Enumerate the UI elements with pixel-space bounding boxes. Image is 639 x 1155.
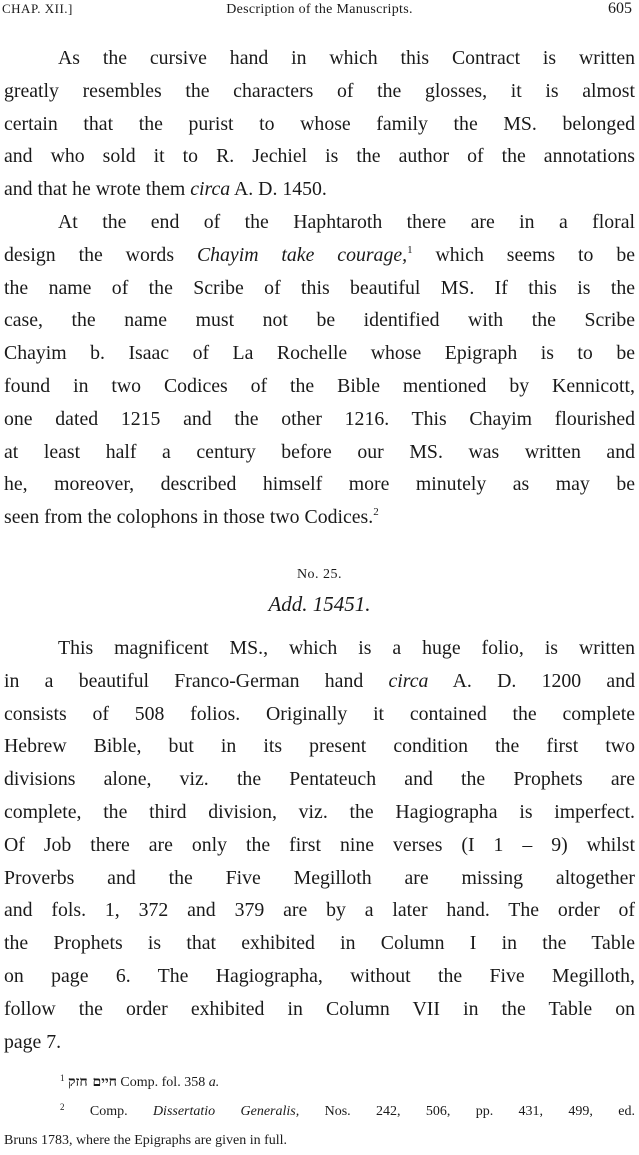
text-line: Hebrew Bible, but in its present condition the first two — [4, 735, 635, 758]
running-header — [0, 0, 639, 26]
section-title: Add. 15451. — [268, 592, 371, 616]
paragraph-contract-annotations — [4, 42, 635, 206]
footnote-marker: 2 — [60, 1102, 65, 1112]
footnotes — [4, 1068, 635, 1155]
footnote-ref-1: 1 — [407, 243, 413, 256]
text-line: and fols. 1, 372 and 379 are by a later hand. The order of — [4, 899, 635, 922]
text-line: and that he wrote them circa A. D. 1450. — [4, 178, 327, 201]
text-line: he, moreover, described himself more minutely as may be — [4, 473, 635, 496]
text-line: design the words Chayim take courage,$^1$ which seems to be — [4, 243, 636, 266]
text-line: the name of the Scribe of this beautiful MS. If this is the — [4, 276, 635, 299]
text-line: found in two Codices of the Bible mentioned by Kennicott, — [4, 374, 635, 397]
text-line: page 7. — [4, 1030, 62, 1053]
text-line: greatly resembles the characters of the glosses, it is almost — [4, 79, 635, 102]
text-line: case, the name must not be identified with the Scribe — [4, 309, 635, 332]
paragraph-haphtaroth-scribe — [4, 206, 635, 534]
text-line: consists of 508 folios. Originally it contained the complete — [4, 702, 635, 725]
footnote-ref-2: 2 — [373, 506, 379, 519]
text-line: the Prophets is that exhibited in Column I in the Table — [4, 932, 635, 955]
text-line: at least half a century before our MS. was written and — [4, 440, 635, 463]
text-line: certain that the purist to whose family the MS. belonged — [4, 112, 635, 135]
text-line: divisions alone, viz. the Pentateuch and the Prophets are — [4, 768, 635, 791]
paragraph-add-15451 — [4, 632, 635, 1058]
footnote-1: $^1$ חיים חזק Comp. fol. 358 a. — [60, 1073, 220, 1090]
text-line: At the end of the Haphtaroth there are in a floral — [58, 211, 635, 233]
hebrew-text: חיים חזק — [68, 1074, 117, 1090]
text-line: complete, the third division, viz. the Hagiographa is imperfect. — [4, 800, 635, 823]
text-line: Proverbs and the Five Megilloth are missing altogether — [4, 866, 635, 889]
running-title: Description of the Manuscripts. — [226, 2, 413, 17]
text-line: This magnificent MS., which is a huge folio, is written — [58, 637, 635, 659]
page-number: 605 — [608, 0, 632, 17]
text-line: seen from the colophons in those two Codices.$^2$ — [4, 506, 379, 529]
footnote-2: $^2$ Comp. Dissertatio Generalis, Nos. 242, 506, pp. 431, 499, ed. — [60, 1102, 635, 1119]
footnote-marker: 1 — [60, 1073, 65, 1083]
text-line: in a beautiful Franco-German hand circa A. D. 1200 and — [4, 669, 635, 692]
text-line: Chayim b. Isaac of La Rochelle whose Epigraph is to be — [4, 342, 635, 365]
section-number: No. 25. — [296, 567, 343, 582]
chapter-label: CHAP. XII.] — [2, 1, 73, 16]
text-line: Of Job there are only the first nine verses (I 1 – 9) whilst — [4, 833, 635, 856]
text-line: on page 6. The Hagiographa, without the Five Megilloth, — [4, 964, 635, 987]
text-line: follow the order exhibited in Column VII in the Table on — [4, 997, 635, 1020]
text-line: and who sold it to R. Jechiel is the author of the annotations — [4, 145, 635, 168]
text-line: As the cursive hand in which this Contract is written — [58, 47, 635, 69]
footnote-2-continuation: Bruns 1783, where the Epigraphs are given in full. — [4, 1133, 288, 1148]
text-line: one dated 1215 and the other 1216. This Chayim flourished — [4, 407, 635, 430]
